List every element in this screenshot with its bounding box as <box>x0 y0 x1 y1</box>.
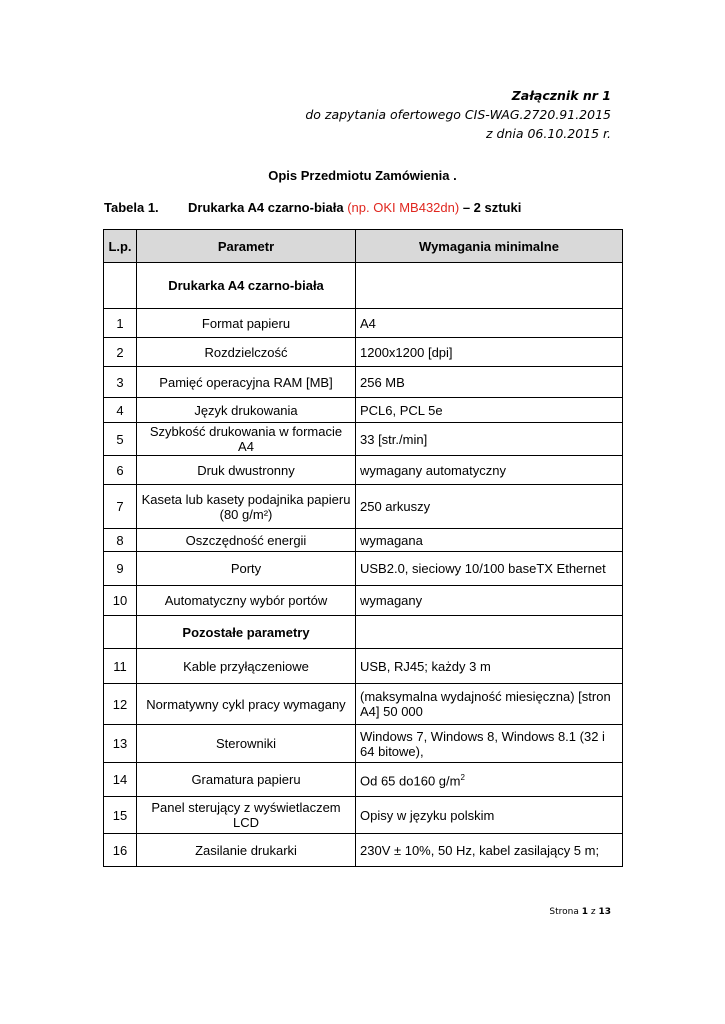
example-model: (np. OKI MB432dn) <box>347 200 460 215</box>
requirement-cell: USB, RJ45; każdy 3 m <box>356 649 623 684</box>
table-row <box>104 485 623 529</box>
parameter-cell: Kable przyłączeniowe <box>137 649 356 684</box>
header-parameter: Parametr <box>137 230 356 263</box>
table-row <box>104 797 623 834</box>
parameter-cell: Rozdzielczość <box>137 338 356 367</box>
table-row <box>104 552 623 586</box>
lp-cell: 14 <box>104 763 137 797</box>
requirement-cell: 256 MB <box>356 367 623 398</box>
attachment-header <box>211 86 611 143</box>
lp-cell: 2 <box>104 338 137 367</box>
quantity: – 2 sztuki <box>459 200 522 215</box>
parameter-cell: Kaseta lub kasety podajnika papieru (80 g/m²) <box>137 485 356 529</box>
lp-cell: 15 <box>104 797 137 834</box>
lp-cell: 8 <box>104 529 137 552</box>
specification-table <box>103 229 623 867</box>
parameter-cell: Druk dwustronny <box>137 456 356 485</box>
requirement-cell: Opisy w języku polskim <box>356 797 623 834</box>
requirement-cell: 1200x1200 [dpi] <box>356 338 623 367</box>
requirement-cell: USB2.0, sieciowy 10/100 baseTX Ethernet <box>356 552 623 586</box>
requirement-cell: PCL6, PCL 5e <box>356 398 623 423</box>
table-row <box>104 529 623 552</box>
lp-cell: 9 <box>104 552 137 586</box>
requirement-cell: wymagana <box>356 529 623 552</box>
header-requirements: Wymagania minimalne <box>356 230 623 263</box>
lp-cell: 4 <box>104 398 137 423</box>
lp-cell: 12 <box>104 684 137 725</box>
parameter-cell: Automatyczny wybór portów <box>137 586 356 616</box>
table-row <box>104 456 623 485</box>
table-row <box>104 834 623 867</box>
table-row <box>104 309 623 338</box>
table-caption <box>104 200 521 215</box>
table-row <box>104 649 623 684</box>
requirement-cell: 250 arkuszy <box>356 485 623 529</box>
table-row <box>104 338 623 367</box>
inquiry-reference: do zapytania ofertowego CIS-WAG.2720.91.2015 <box>305 107 611 122</box>
requirement-cell: Od 65 do160 $g/m^2$ <box>356 763 623 797</box>
lp-cell: 13 <box>104 725 137 763</box>
requirement-cell: 33 [str./min] <box>356 423 623 456</box>
parameter-cell: Język drukowania <box>137 398 356 423</box>
inquiry-date: z dnia 06.10.2015 r. <box>485 126 611 141</box>
lp-cell: 11 <box>104 649 137 684</box>
lp-cell: 5 <box>104 423 137 456</box>
lp-cell: 7 <box>104 485 137 529</box>
parameter-cell: Porty <box>137 552 356 586</box>
table-row <box>104 398 623 423</box>
unit-superscript: 2 <box>460 773 465 783</box>
lp-cell: 6 <box>104 456 137 485</box>
parameter-cell: Format papieru <box>137 309 356 338</box>
table-row <box>104 367 623 398</box>
table-row <box>104 725 623 763</box>
parameter-cell: Sterowniki <box>137 725 356 763</box>
parameter-cell: Panel sterujący z wyświetlaczem LCD <box>137 797 356 834</box>
requirement-cell <box>356 616 623 649</box>
lp-cell: 10 <box>104 586 137 616</box>
lp-cell <box>104 263 137 309</box>
attachment-number: Załącznik nr 1 <box>511 88 611 103</box>
requirement-cell: wymagany automatyczny <box>356 456 623 485</box>
page-footer <box>549 907 611 917</box>
requirement-cell: (maksymalna wydajność miesięczna) [stron A4] 50 000 <box>356 684 623 725</box>
page-number: 1 <box>581 907 589 917</box>
table-section-row <box>104 263 623 309</box>
table-row <box>104 684 623 725</box>
requirement-cell: Windows 7, Windows 8, Windows 8.1 (32 i 64 bitowe), <box>356 725 623 763</box>
parameter-cell: Pozostałe parametry <box>137 616 356 649</box>
requirement-cell: 230V ± 10%, 50 Hz, kabel zasilający 5 m; <box>356 834 623 867</box>
requirement-cell <box>356 263 623 309</box>
page-total: 13 <box>598 907 611 917</box>
parameter-cell: Oszczędność energii <box>137 529 356 552</box>
requirement-cell: A4 <box>356 309 623 338</box>
parameter-cell: Gramatura papieru <box>137 763 356 797</box>
lp-cell: 3 <box>104 367 137 398</box>
table-header-row <box>104 230 623 263</box>
lp-cell: 16 <box>104 834 137 867</box>
lp-cell <box>104 616 137 649</box>
table-section-row <box>104 616 623 649</box>
table-name: Drukarka A4 czarno-biała <box>188 200 348 215</box>
parameter-cell: Szybkość drukowania w formacie A4 <box>137 423 356 456</box>
parameter-cell: Normatywny cykl pracy wymagany <box>137 684 356 725</box>
page-label: Strona <box>549 907 582 917</box>
document-title: Opis Przedmiotu Zamówienia . <box>268 168 457 183</box>
lp-cell: 1 <box>104 309 137 338</box>
table-row <box>104 586 623 616</box>
table-number: Tabela 1. <box>104 200 159 215</box>
parameter-cell: Drukarka A4 czarno-biała <box>137 263 356 309</box>
table-row <box>104 763 623 797</box>
table-row <box>104 423 623 456</box>
parameter-cell: Pamięć operacyjna RAM [MB] <box>137 367 356 398</box>
parameter-cell: Zasilanie drukarki <box>137 834 356 867</box>
header-lp: L.p. <box>104 230 137 263</box>
requirement-cell: wymagany <box>356 586 623 616</box>
page-of: z <box>588 907 599 917</box>
